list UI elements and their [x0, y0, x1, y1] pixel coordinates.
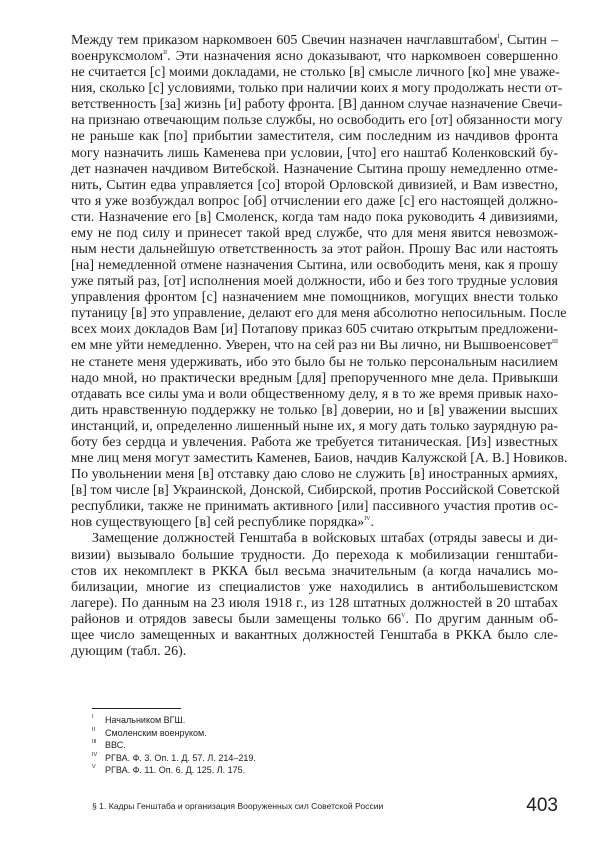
text-line — [71, 531, 558, 547]
text-line — [71, 435, 558, 451]
footnote-ref[interactable]: V — [401, 612, 406, 619]
footnote-text: Смоленским военруком. — [105, 727, 207, 738]
text-segment: нить, Сытин едва управляется [со] второй Орловской дивизией, и Вам известно, — [71, 177, 558, 193]
text-segment: боту без сердца и увлечения. Работа же требуется титаническая. [Из] известных — [71, 434, 558, 450]
text-line — [71, 81, 563, 97]
footnote — [92, 764, 256, 777]
footnote-ref[interactable]: III — [552, 339, 558, 346]
text-segment: сти. Назначение его [в] Смоленск, когда там надо пока руководить 4 дивизиями, — [71, 209, 558, 225]
footnote-divider — [92, 708, 181, 709]
footnote-ref[interactable]: IV — [364, 516, 371, 523]
footnote-text: ВВС. — [105, 740, 126, 750]
footnote-ref[interactable]: I — [497, 34, 500, 40]
text-segment: мне лиц меня могут заместить Каменев, Баиов, начдив Калужской [А. В.] Новиков. — [71, 451, 568, 467]
footnote — [92, 714, 256, 727]
text-line — [71, 628, 558, 644]
text-segment: управления фронтом [с] назначением мне помощников, могущих внести только — [71, 290, 558, 306]
text-segment: надо мной, но практически вредным [для] препорученного мне дела. Привыкши — [71, 370, 558, 386]
text-segment: По увольнении меня [в] отставку даю слово не служить [в] иностранных армиях, — [71, 467, 558, 483]
text-segment: ным нести дальнейшую ответственность за этот район. Прошу Вас или настоять — [71, 242, 558, 258]
footnote-text: Начальником ВГШ. — [105, 715, 186, 725]
text-segment: путаницу [в] это управление, делают его для меня абсолютно непосильным. После — [71, 306, 567, 322]
text-segment: уже пятый раз, [от] исполнения моей должности, ибо и без того трудные условия — [71, 274, 558, 290]
text-line — [71, 338, 558, 354]
footnote-number: V — [92, 764, 96, 770]
text-line — [71, 596, 558, 612]
text-segment: могу назначить лишь Каменева при условии, [что] его наштаб Коленковский бу- — [71, 145, 558, 161]
text-line — [71, 274, 558, 290]
footnote-text: РГВА. Ф. 3. Оп. 1. Д. 57. Л. 214–219. — [105, 752, 256, 763]
text-segment: на признаю отвечающим пользе службы, но освободить его [от] обязанности могу — [71, 113, 563, 129]
footnote — [92, 739, 256, 752]
text-line — [71, 548, 558, 564]
text-line — [71, 564, 558, 580]
text-line — [71, 65, 558, 81]
text-segment: . — [370, 515, 375, 531]
text-segment: ния, сколько [с] условиями, только при наличии коих я могу продолжать нести от- — [71, 81, 563, 97]
text-line — [71, 129, 558, 145]
text-line — [71, 162, 558, 178]
text-segment: дить нравственную поддержку не только [в] доверии, но и [в] уважении высших — [71, 402, 558, 418]
text-line — [71, 242, 558, 258]
text-segment: , Сытин – — [499, 33, 558, 48]
text-segment: [на] немедленной отмене назначения Сытина, или освободить меня, как я прошу — [71, 258, 558, 274]
text-segment: щее число замещенных и вакантных должностей Генштаба в РККА было сле- — [71, 627, 558, 643]
text-line — [71, 33, 558, 49]
footnote — [92, 752, 256, 765]
text-segment: стов их некомплект в РККА был весьма значительным (а когда начались мо- — [71, 563, 558, 579]
footnote-number: III — [92, 739, 97, 745]
text-line — [71, 146, 558, 162]
text-segment: визии) вызывало большие трудности. До перехода к мобилизации генштаби- — [71, 547, 558, 563]
text-line — [71, 644, 558, 660]
text-segment: лагере). По данным на 23 июля 1918 г., из 128 штатных должностей в 20 штабах — [71, 595, 558, 611]
text-segment: что я уже возбуждал вопрос [об] отчислении его даже [с] его настоящей должно- — [71, 193, 558, 209]
text-line — [71, 483, 558, 499]
text-line — [71, 371, 558, 387]
footnote-number: IV — [92, 751, 98, 758]
text-line — [71, 499, 558, 515]
text-segment: дующим (табл. 26). — [71, 643, 187, 659]
text-segment: военруксмолом — [71, 49, 164, 65]
footnote-text: РГВА. Ф. 11. Оп. 6. Д. 125. Л. 175. — [105, 765, 246, 775]
running-footer-title: § 1. Кадры Генштаба и организация Вооруженных сил Советской России — [92, 801, 384, 811]
text-line — [71, 97, 563, 113]
footnote-ref[interactable]: II — [163, 50, 168, 57]
footnote-number: I — [92, 714, 94, 720]
text-line — [71, 387, 558, 403]
text-segment: нов существующего [в] сей республике порядка» — [71, 515, 365, 531]
text-segment: дет назначен начдивом Витебской. Назначение Сытина прошу немедленно отме- — [71, 161, 558, 177]
text-line — [71, 612, 558, 628]
text-segment: не считается [с] моими докладами, не столько [в] смысле личного [ко] мне уваже- — [71, 65, 560, 81]
footnotes — [92, 714, 256, 777]
text-line — [71, 355, 558, 371]
text-segment: [в] том числе [в] Украинской, Донской, Сибирской, против Российской Советской — [71, 483, 560, 499]
text-line — [71, 210, 558, 226]
text-line — [71, 49, 558, 65]
text-segment: . По другим данным об- — [405, 611, 559, 627]
text-segment: . Эти назначения ясно доказывают, что наркомвоен совершенно — [167, 49, 558, 65]
text-line — [71, 113, 563, 129]
text-line — [71, 419, 558, 435]
main-text — [71, 33, 568, 660]
text-line — [71, 515, 558, 531]
text-line — [71, 580, 558, 596]
text-line — [71, 194, 558, 210]
page-number: 403 — [526, 795, 558, 816]
text-segment: ему не под силу и принесет такой вред службе, что для меня явится невозмож- — [71, 225, 558, 241]
text-segment: билизации, многие из специалистов уже находились в антибольшевистском — [71, 579, 558, 595]
footnote-number: II — [92, 726, 96, 733]
paragraph — [71, 531, 558, 660]
text-line — [71, 451, 568, 467]
footnote — [92, 727, 256, 740]
text-segment: ветственность [за] жизнь [и] работу фронта. [В] данном случае назначение Свечи- — [71, 97, 563, 113]
text-line — [71, 467, 558, 483]
text-line — [71, 322, 558, 338]
text-line — [71, 403, 558, 419]
text-segment: Между тем приказом наркомвоен 605 Свечин назначен начглавштабом — [71, 33, 498, 48]
text-segment: Замещение должностей Генштаба в войсковых штабах (отряды завесы и ди- — [92, 531, 558, 547]
text-line — [71, 290, 558, 306]
text-segment: республики, также не принимать активного [или] пассивного участия против ос- — [71, 499, 558, 515]
text-line — [71, 258, 558, 274]
text-line — [71, 226, 558, 242]
paragraph — [71, 33, 568, 531]
text-line — [71, 178, 558, 194]
text-segment: не раньше как [по] прибытии заместителя, сим последним из начдивов фронта — [71, 129, 558, 145]
text-line — [71, 306, 567, 322]
text-segment: ем мне уйти немедленно. Уверен, что на сей раз ни Вы лично, ни Вышвоенсовет — [71, 338, 552, 354]
text-segment: районов и отрядов завесы были замещены только 66 — [71, 611, 402, 627]
text-segment: всех моих докладов Вам [и] Потапову приказ 605 считаю открытым предложени- — [71, 322, 558, 338]
text-segment: не станете меня удерживать, ибо это было бы не только персональным насилием — [71, 354, 558, 370]
text-segment: отдавать все силы ума и воли общественному делу, я в то же время привык нахо- — [71, 386, 558, 402]
text-segment: инстанций, и, определенно лишенный ныне их, я могу дать только заурядную ра- — [71, 418, 558, 434]
